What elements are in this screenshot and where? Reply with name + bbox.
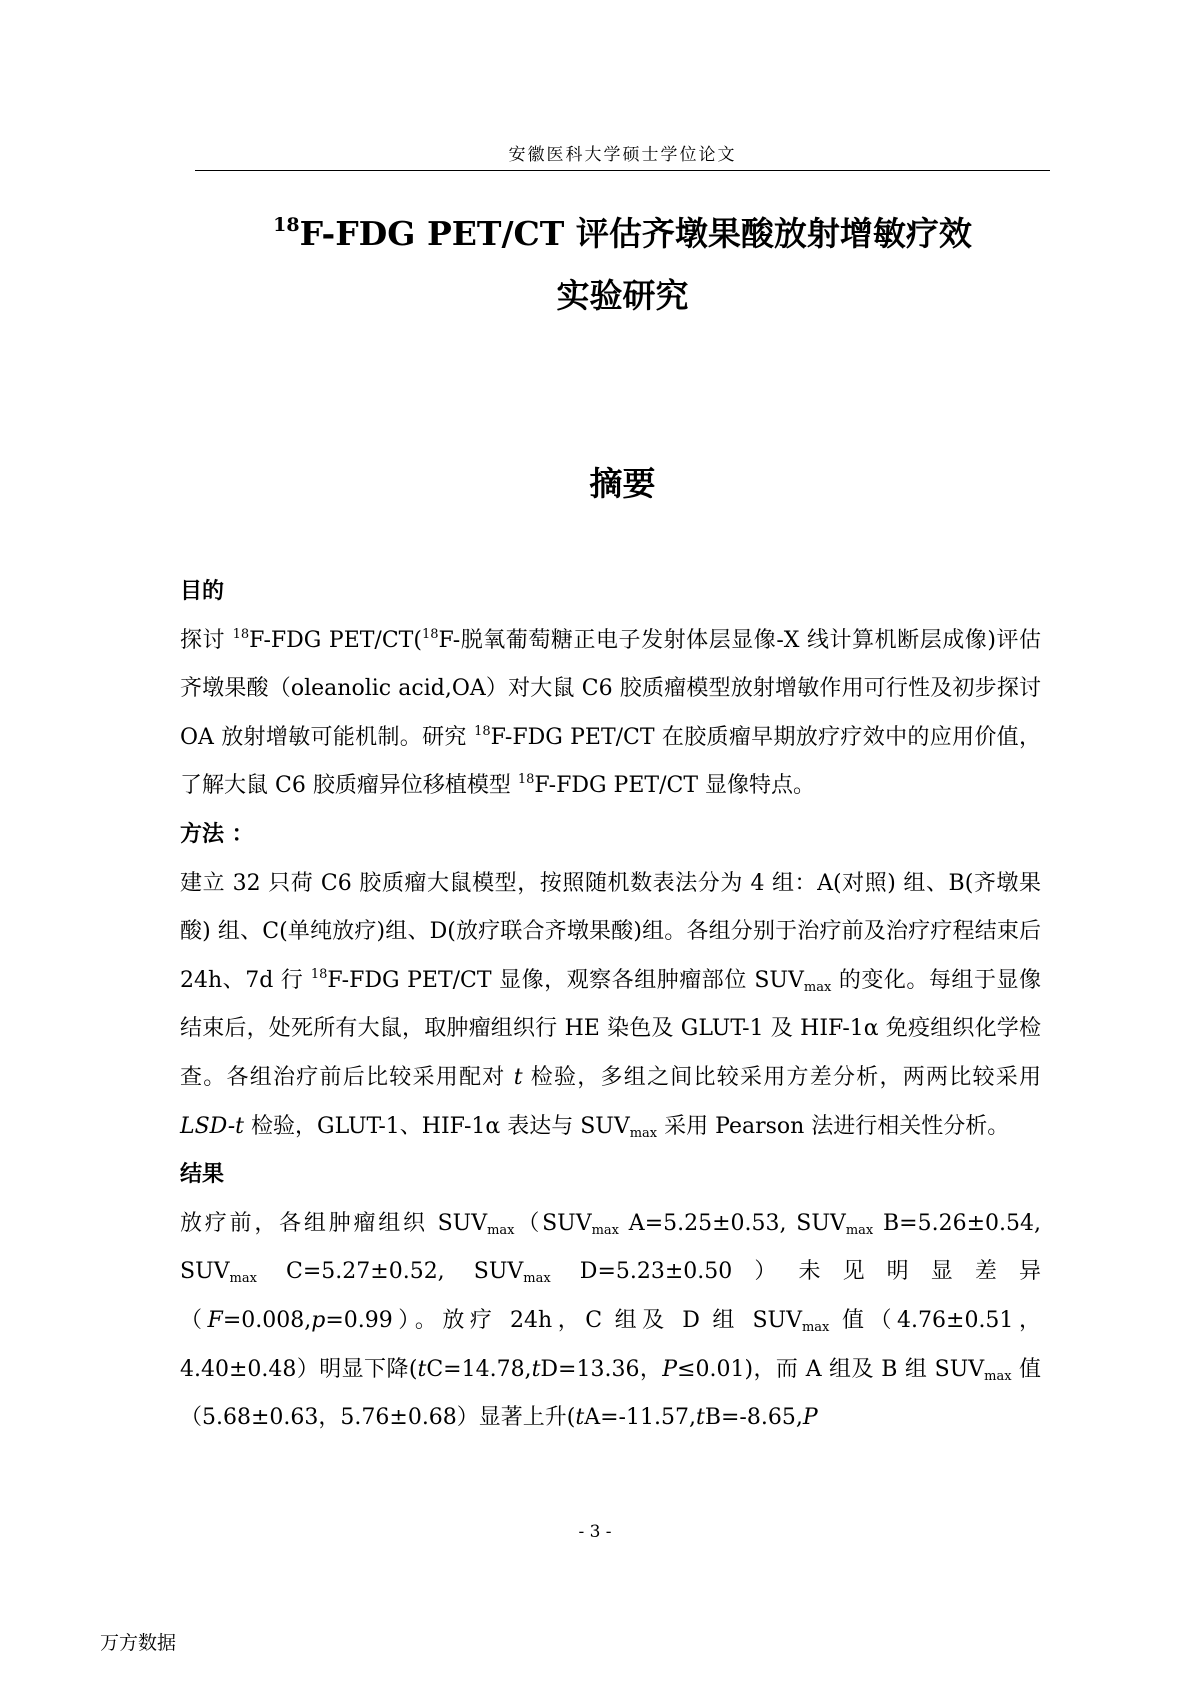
objective-heading: 目的 xyxy=(180,579,225,604)
abstract-heading: 摘要 xyxy=(589,464,656,503)
page-number: - 3 - xyxy=(578,1522,612,1542)
header-rule xyxy=(195,170,1050,171)
running-header: 安徽医科大学硕士学位论文 xyxy=(508,145,737,165)
title-superscript: 18 xyxy=(273,214,300,236)
title-text-line1: F-FDG PET/CT 评估齐墩果酸放射增敏疗效 xyxy=(299,214,972,253)
abstract-body xyxy=(180,568,1041,1443)
paper-title-line2: 实验研究 xyxy=(556,276,689,315)
methods-heading: 方法 ： xyxy=(180,821,254,847)
objective-paragraph: 探讨 $^{18}$F-FDG PET/CT($^{18}$F-脱氧葡萄糖正电子发射体层显像-X 线计算机断层成像)评估齐墩果酸（oleanolic acid,OA）对大鼠 C6 胶质瘤模型放射增敏作用可行性及初步探讨 OA 放射增敏可能机制。研究 $^{18}$F-FDG PET/CT 在胶质瘤早期放疗疗效中的应用价值，了解大鼠 C6 胶质瘤异位移植模型 $^{18}$F-FDG PET/CT 显像特点。 xyxy=(180,626,1041,799)
footer-source-label: 万方数据 xyxy=(100,1632,177,1654)
results-paragraph: 放疗前，各组肿瘤组织 $SUV_{max}(SUV_{max}$ A=5.25±0.53, $SUV_{max}$ B=5.26±0.54, $SUV_{max}$ C=5.27±0.52, $SUV_{max}$ D=5.23±0.50）未见明显差异（F=0.008,p=0.99）。放疗 24h，C 组及 D 组 $SUV_{max}$ 值（4.76±0.51，4.40±0.48）明显下降(tC=14.78,tD=13.36，P≤0.01)，而 A 组及 B 组 $SUV_{max}$ 值（5.68±0.63，5.76±0.68）显著上升(tA=-11.57,tB=-8.65,P xyxy=(180,1210,1042,1431)
methods-paragraph: 建立 32 只荷 C6 胶质瘤大鼠模型，按照随机数表法分为 4 组：A(对照) 组、B(齐墩果酸) 组、C(单纯放疗)组、D(放疗联合齐墩果酸)组。各组分别于治疗前及治疗疗程结束后 24h、7d 行 $^{18}$F-FDG PET/CT 显像，观察各组肿瘤部位 $SUV_{max}$ 的变化。每组于显像结束后，处死所有大鼠，取肿瘤组织行 HE 染色及 GLUT-1 及 HIF-1α 免疫组织化学检查。各组治疗前后比较采用配对 t 检验，多组之间比较采用方差分析，两两比较采用 LSD-t 检验，GLUT-1、HIF-1α 表达与 $SUV_{max}$ 采用 Pearson 法进行相关性分析。 xyxy=(180,870,1042,1141)
results-heading: 结果 xyxy=(180,1162,225,1188)
paper-title-line1 xyxy=(195,208,1050,255)
